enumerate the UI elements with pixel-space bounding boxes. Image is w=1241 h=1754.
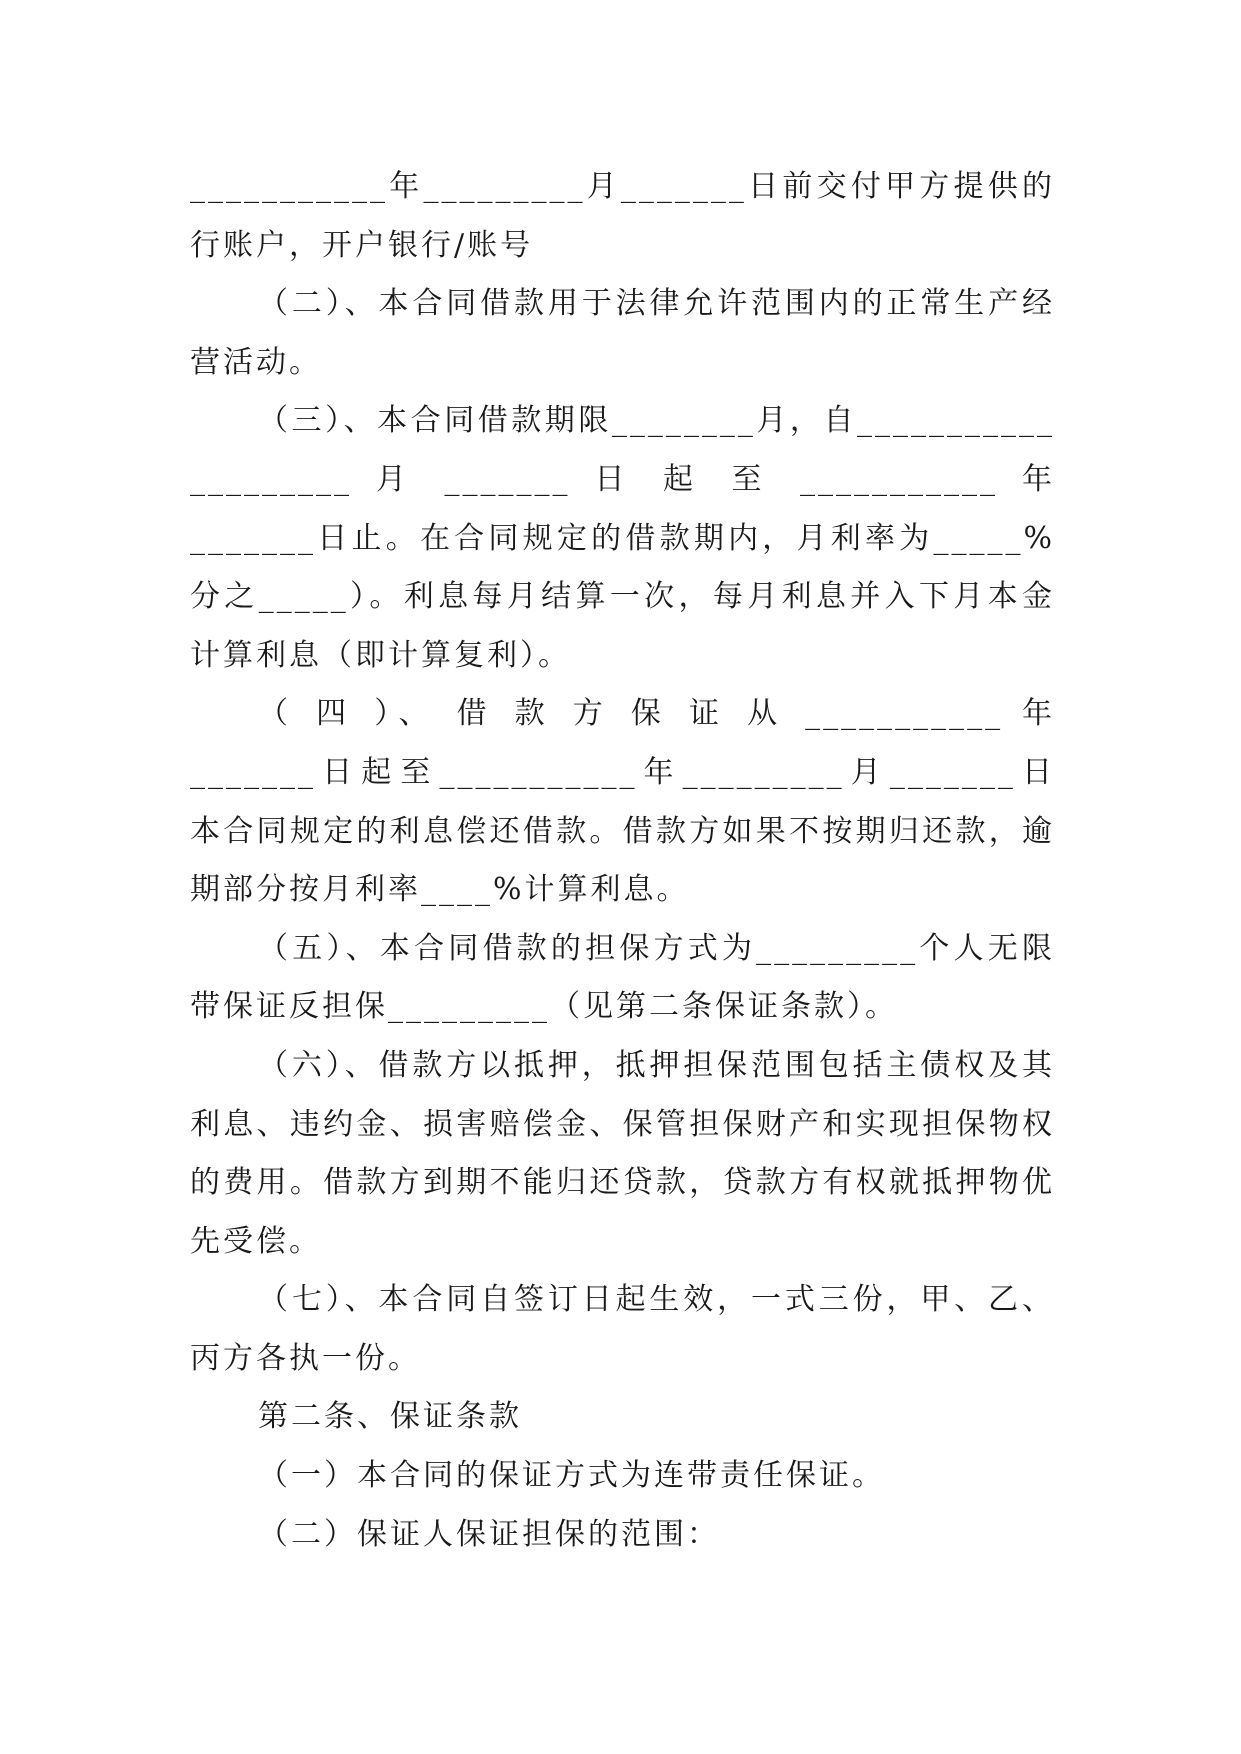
text-line: 的费用。借款方到期不能归还贷款，贷款方有权就抵押物优 (190, 1165, 1055, 1201)
text-line: （二）、本合同借款用于法律允许范围内的正常生产经 (258, 286, 1055, 322)
text-line: （六）、借款方以抵押，抵押担保范围包括主债权及其 (258, 1047, 1055, 1083)
text-line: （ 四 ）、 借 款 方 保 证 从 ___________ 年 (258, 696, 1055, 732)
text-line: 本合同规定的利息偿还借款。借款方如果不按期归还款，逾 (190, 813, 1055, 849)
document-body (190, 158, 1055, 1564)
text-line: （二）保证人保证担保的范围： (258, 1516, 720, 1552)
text-line: _________ 月 _______ 日 起 至 ___________ 年 (190, 461, 1055, 497)
text-line: 带保证反担保_________（见第二条保证条款）。 (190, 989, 898, 1025)
text-line: _______日起至___________年_________月_______日 (190, 754, 1055, 790)
text-line: ___________年_________月_______日前交付甲方提供的 (190, 169, 1055, 204)
text-line: 利息、违约金、损害赔偿金、保管担保财产和实现担保物权 (190, 1106, 1055, 1142)
text-line: 期部分按月利率____%计算利息。 (190, 872, 690, 908)
text-line: 营活动。 (190, 344, 322, 380)
text-line: （七）、本合同自签订日起生效，一式三份，甲、乙、 (258, 1282, 1055, 1318)
text-line: _______日止。在合同规定的借款期内，月利率为_____% (190, 520, 1055, 556)
text-line: 行账户，开户银行/账号 (190, 227, 534, 263)
text-line: （五）、本合同借款的担保方式为_________个人无限 (258, 930, 1055, 966)
text-line: （一）本合同的保证方式为连带责任保证。 (258, 1458, 885, 1494)
text-line: 第二条、保证条款 (258, 1399, 522, 1435)
text-line: 分之_____）。利息每月结算一次，每月利息并入下月本金 (190, 579, 1055, 615)
text-line: （三）、本合同借款期限________月，自___________ (258, 403, 1055, 439)
text-line: 先受偿。 (190, 1223, 322, 1259)
text-line: 计算利息（即计算复利）。 (190, 637, 571, 673)
text-line: 丙方各执一份。 (190, 1340, 421, 1376)
